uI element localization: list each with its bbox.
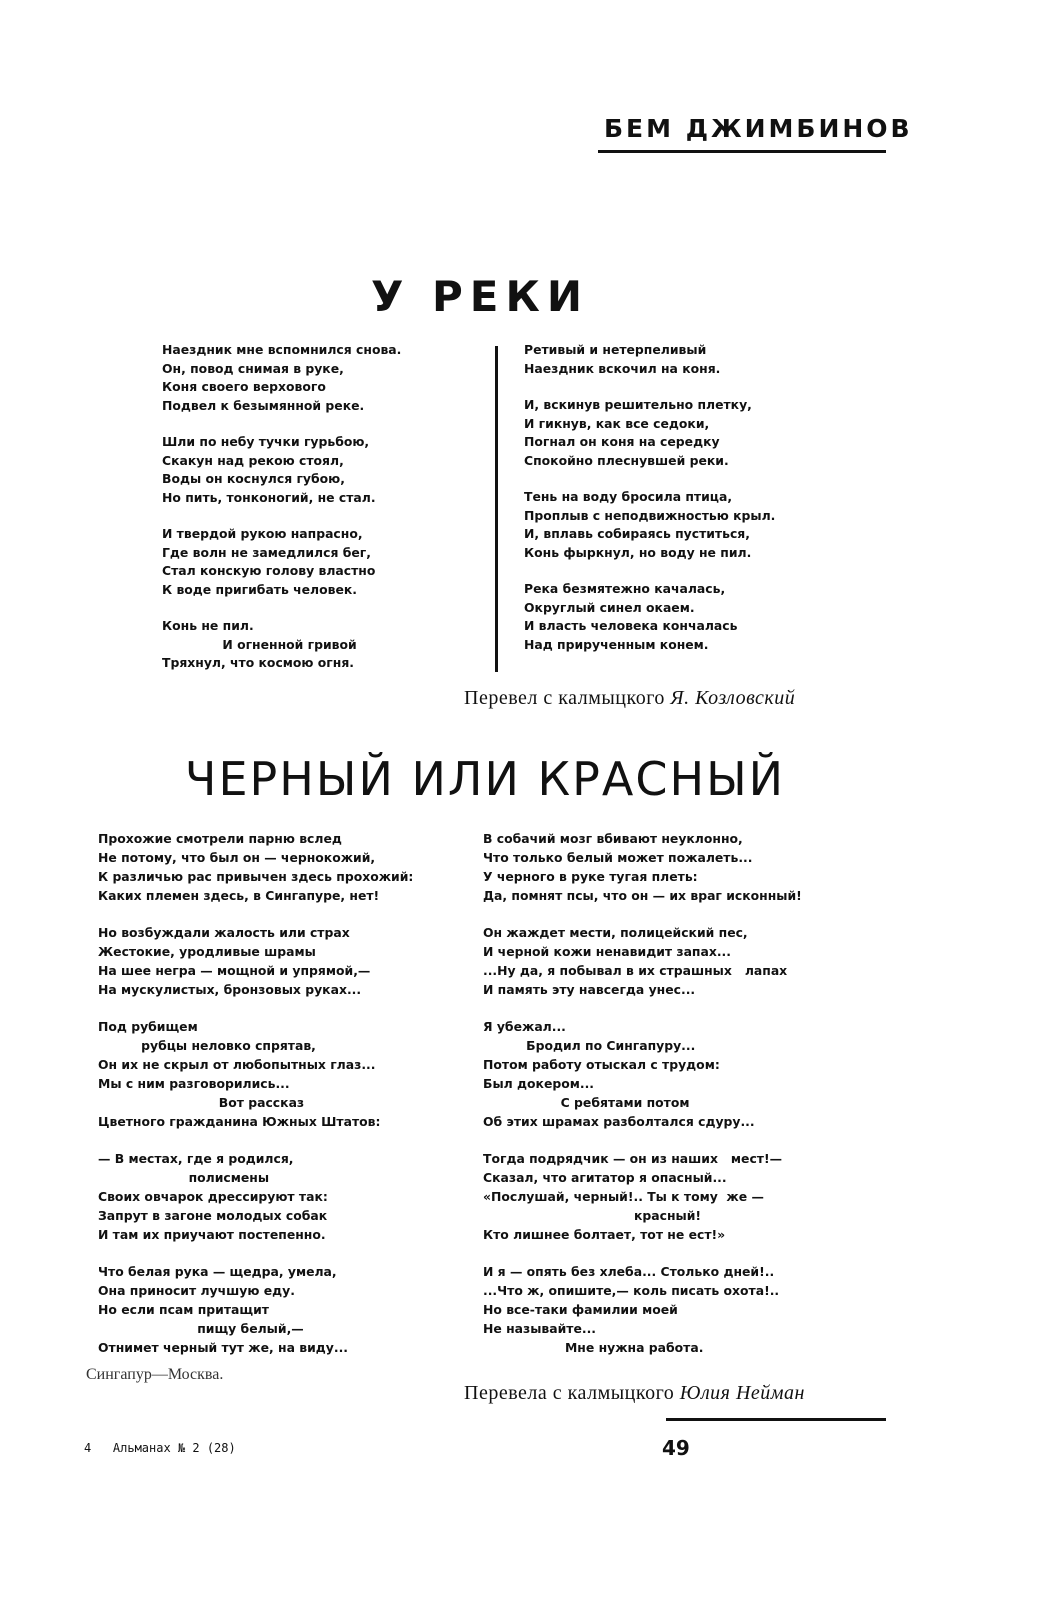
poem-line: Где волн не замедлился бег, (162, 544, 371, 560)
poem-line: Да, помнят псы, что он — их враг исконный! (483, 888, 802, 903)
poem2-place: Сингапур—Москва. (86, 1366, 224, 1383)
stanza-break (483, 999, 802, 1017)
poem-line: Но возбуждали жалость или страх (98, 925, 350, 940)
poem-line: И власть человека кончалась (524, 618, 738, 633)
stanza-break (162, 415, 401, 433)
poem1-title: У РЕКИ (371, 272, 589, 321)
poem-line: Воды он коснулся губою, (162, 471, 345, 486)
poem-line: Под рубищем (98, 1019, 198, 1034)
poem-line: И твердой рукою напрасно, (162, 526, 363, 541)
poem1-left-column (162, 341, 401, 673)
poem-line: И там их приучают постепенно. (98, 1227, 326, 1242)
poem1-translator: Я. Козловский (670, 687, 796, 709)
poem-line: Она приносит лучшую еду. (98, 1283, 295, 1298)
stanza-break (483, 1131, 802, 1149)
poem-line: — В местах, где я родился, (98, 1151, 294, 1166)
stanza-break (524, 470, 775, 488)
poem-line: Он их не скрыл от любопытных глаз... (98, 1057, 376, 1072)
poem-line: Что только белый может пожалеть... (483, 850, 753, 865)
poem-line: ...Что ж, опишите,— коль писать охота!.. (483, 1283, 780, 1298)
poem1-credit-prefix: Перевел с калмыцкого (464, 687, 665, 709)
stanza-break (98, 999, 413, 1017)
poem-line: Вот рассказ (98, 1095, 305, 1110)
poem-line: Кто лишнее болтает, тот не ест!» (483, 1227, 726, 1242)
poem-line: Наездник мне вспомнился снова. (162, 342, 402, 357)
poem-line: У черного в руке тугая плеть: (483, 869, 698, 884)
poem-line: красный! (483, 1208, 702, 1223)
poem2-credit (464, 1382, 805, 1405)
column-divider (495, 346, 498, 672)
poem-line: В собачий мозг вбивают неуклонно, (483, 831, 743, 846)
poem-line: ...Ну да, я побывал в их страшных лапах (483, 963, 788, 978)
poem-line: Не называйте... (483, 1321, 597, 1336)
poem-line: Сказал, что агитатор я опасный... (483, 1170, 727, 1185)
poem-line: Бродил по Сингапуру... (483, 1038, 696, 1053)
stanza-break (524, 562, 775, 580)
stanza-break (524, 378, 775, 396)
poem-line: Спокойно плеснувшей реки. (524, 452, 729, 468)
poem-line: Мне нужна работа. (483, 1340, 704, 1355)
poem-line: Конь не пил. (162, 618, 254, 633)
poem-line: Был докером... (483, 1076, 595, 1091)
poem-line: К воде пригибать человек. (162, 581, 357, 597)
poem-line: Запрут в загоне молодых собак (98, 1208, 328, 1223)
stanza-break (98, 1131, 413, 1149)
poem-line: И огненной гривой (162, 636, 357, 652)
stanza-break (483, 1244, 802, 1262)
poem-line: Жестокие, уродливые шрамы (98, 944, 316, 959)
poem-line: К различью рас привычен здесь прохожий: (98, 869, 414, 884)
poem-line: Тогда подрядчик — он из наших мест!— (483, 1151, 783, 1166)
poem-line: Но все-таки фамилии моей (483, 1302, 678, 1317)
poem-line: И память эту навсегда унес... (483, 982, 696, 997)
poem-line: Скакун над рекою стоял, (162, 452, 344, 468)
stanza-break (162, 507, 401, 525)
poem-line: На шее негра — мощной и упрямой,— (98, 963, 371, 978)
poem2-translator: Юлия Нейман (679, 1382, 805, 1404)
stanza-break (162, 599, 401, 617)
poem-line: И я — опять без хлеба... Столько дней!.. (483, 1264, 775, 1279)
poem-line: пищу белый,— (98, 1321, 304, 1336)
stanza-break (483, 905, 802, 923)
poem-line: Об этих шрамах разболтался сдуру... (483, 1114, 755, 1129)
poem-line: Что белая рука — щедра, умела, (98, 1264, 337, 1279)
poem-line: Своих овчарок дрессируют так: (98, 1189, 328, 1204)
poem-line: Подвел к безымянной реке. (162, 397, 365, 413)
poem-line: Река безмятежно качалась, (524, 581, 726, 596)
poem-line: И, вскинув решительно плетку, (524, 397, 752, 412)
footer-rule (666, 1418, 886, 1421)
poem-line: Тень на воду бросила птица, (524, 489, 733, 504)
footer-signature: 4 Альманах № 2 (28) (84, 1441, 236, 1455)
poem-line: Отнимет черный тут же, на виду... (98, 1340, 348, 1355)
poem-line: На мускулистых, бронзовых руках... (98, 982, 362, 997)
poem-line: Каких племен здесь, в Сингапуре, нет! (98, 888, 380, 903)
poem-line: Потом работу отыскал с трудом: (483, 1057, 720, 1072)
author-name: БЕМ ДЖИМБИНОВ (604, 114, 913, 143)
page-number: 49 (662, 1436, 690, 1460)
poem-line: С ребятами потом (483, 1095, 690, 1110)
poem1-credit (464, 687, 795, 710)
poem1-right-column (524, 341, 775, 654)
poem-line: Я убежал... (483, 1019, 566, 1034)
stanza-break (98, 905, 413, 923)
poem-line: Мы с ним разговорились... (98, 1076, 290, 1091)
poem-line: Не потому, что был он — чернокожий, (98, 850, 376, 865)
poem-line: Наездник вскочил на коня. (524, 360, 721, 376)
poem-line: Он жаждет мести, полицейский пес, (483, 925, 748, 940)
poem-line: Тряхнул, что космою огня. (162, 655, 354, 670)
author-underline (598, 150, 886, 153)
poem2-left-column (98, 829, 413, 1357)
poem-line: Цветного гражданина Южных Штатов: (98, 1114, 381, 1129)
poem-line: Над прирученным конем. (524, 636, 709, 652)
poem-line: полисмены (98, 1170, 270, 1185)
poem-line: Он, повод снимая в руке, (162, 360, 344, 376)
poem-line: Погнал он коня на середку (524, 434, 720, 449)
poem-line: «Послушай, черный!.. Ты к тому же — (483, 1189, 764, 1204)
poem-line: Прохожие смотрели парню вслед (98, 831, 342, 846)
poem-line: Шли по небу тучки гурьбою, (162, 434, 370, 449)
poem-line: Стал конскую голову властно (162, 563, 376, 578)
poem-line: Но если псам притащит (98, 1302, 269, 1317)
poem-line: Коня своего верхового (162, 379, 326, 394)
poem2-credit-prefix: Перевела с калмыцкого (464, 1382, 675, 1404)
poem2-title: ЧЕРНЫЙ ИЛИ КРАСНЫЙ (184, 752, 786, 806)
poem-line: И гикнув, как все седоки, (524, 415, 710, 431)
poem-line: Но пить, тонконогий, не стал. (162, 489, 376, 505)
poem-line: И черной кожи ненавидит запах... (483, 944, 731, 959)
poem-line: Проплыв с неподвижностью крыл. (524, 507, 776, 523)
poem-line: И, вплавь собираясь пуститься, (524, 526, 750, 541)
poem-line: рубцы неловко спрятав, (98, 1038, 316, 1053)
poem2-right-column (483, 829, 802, 1357)
poem-line: Конь фыркнул, но воду не пил. (524, 544, 752, 560)
poem-line: Округлый синел окаем. (524, 599, 695, 615)
poem-line: Ретивый и нетерпеливый (524, 342, 707, 357)
stanza-break (98, 1244, 413, 1262)
